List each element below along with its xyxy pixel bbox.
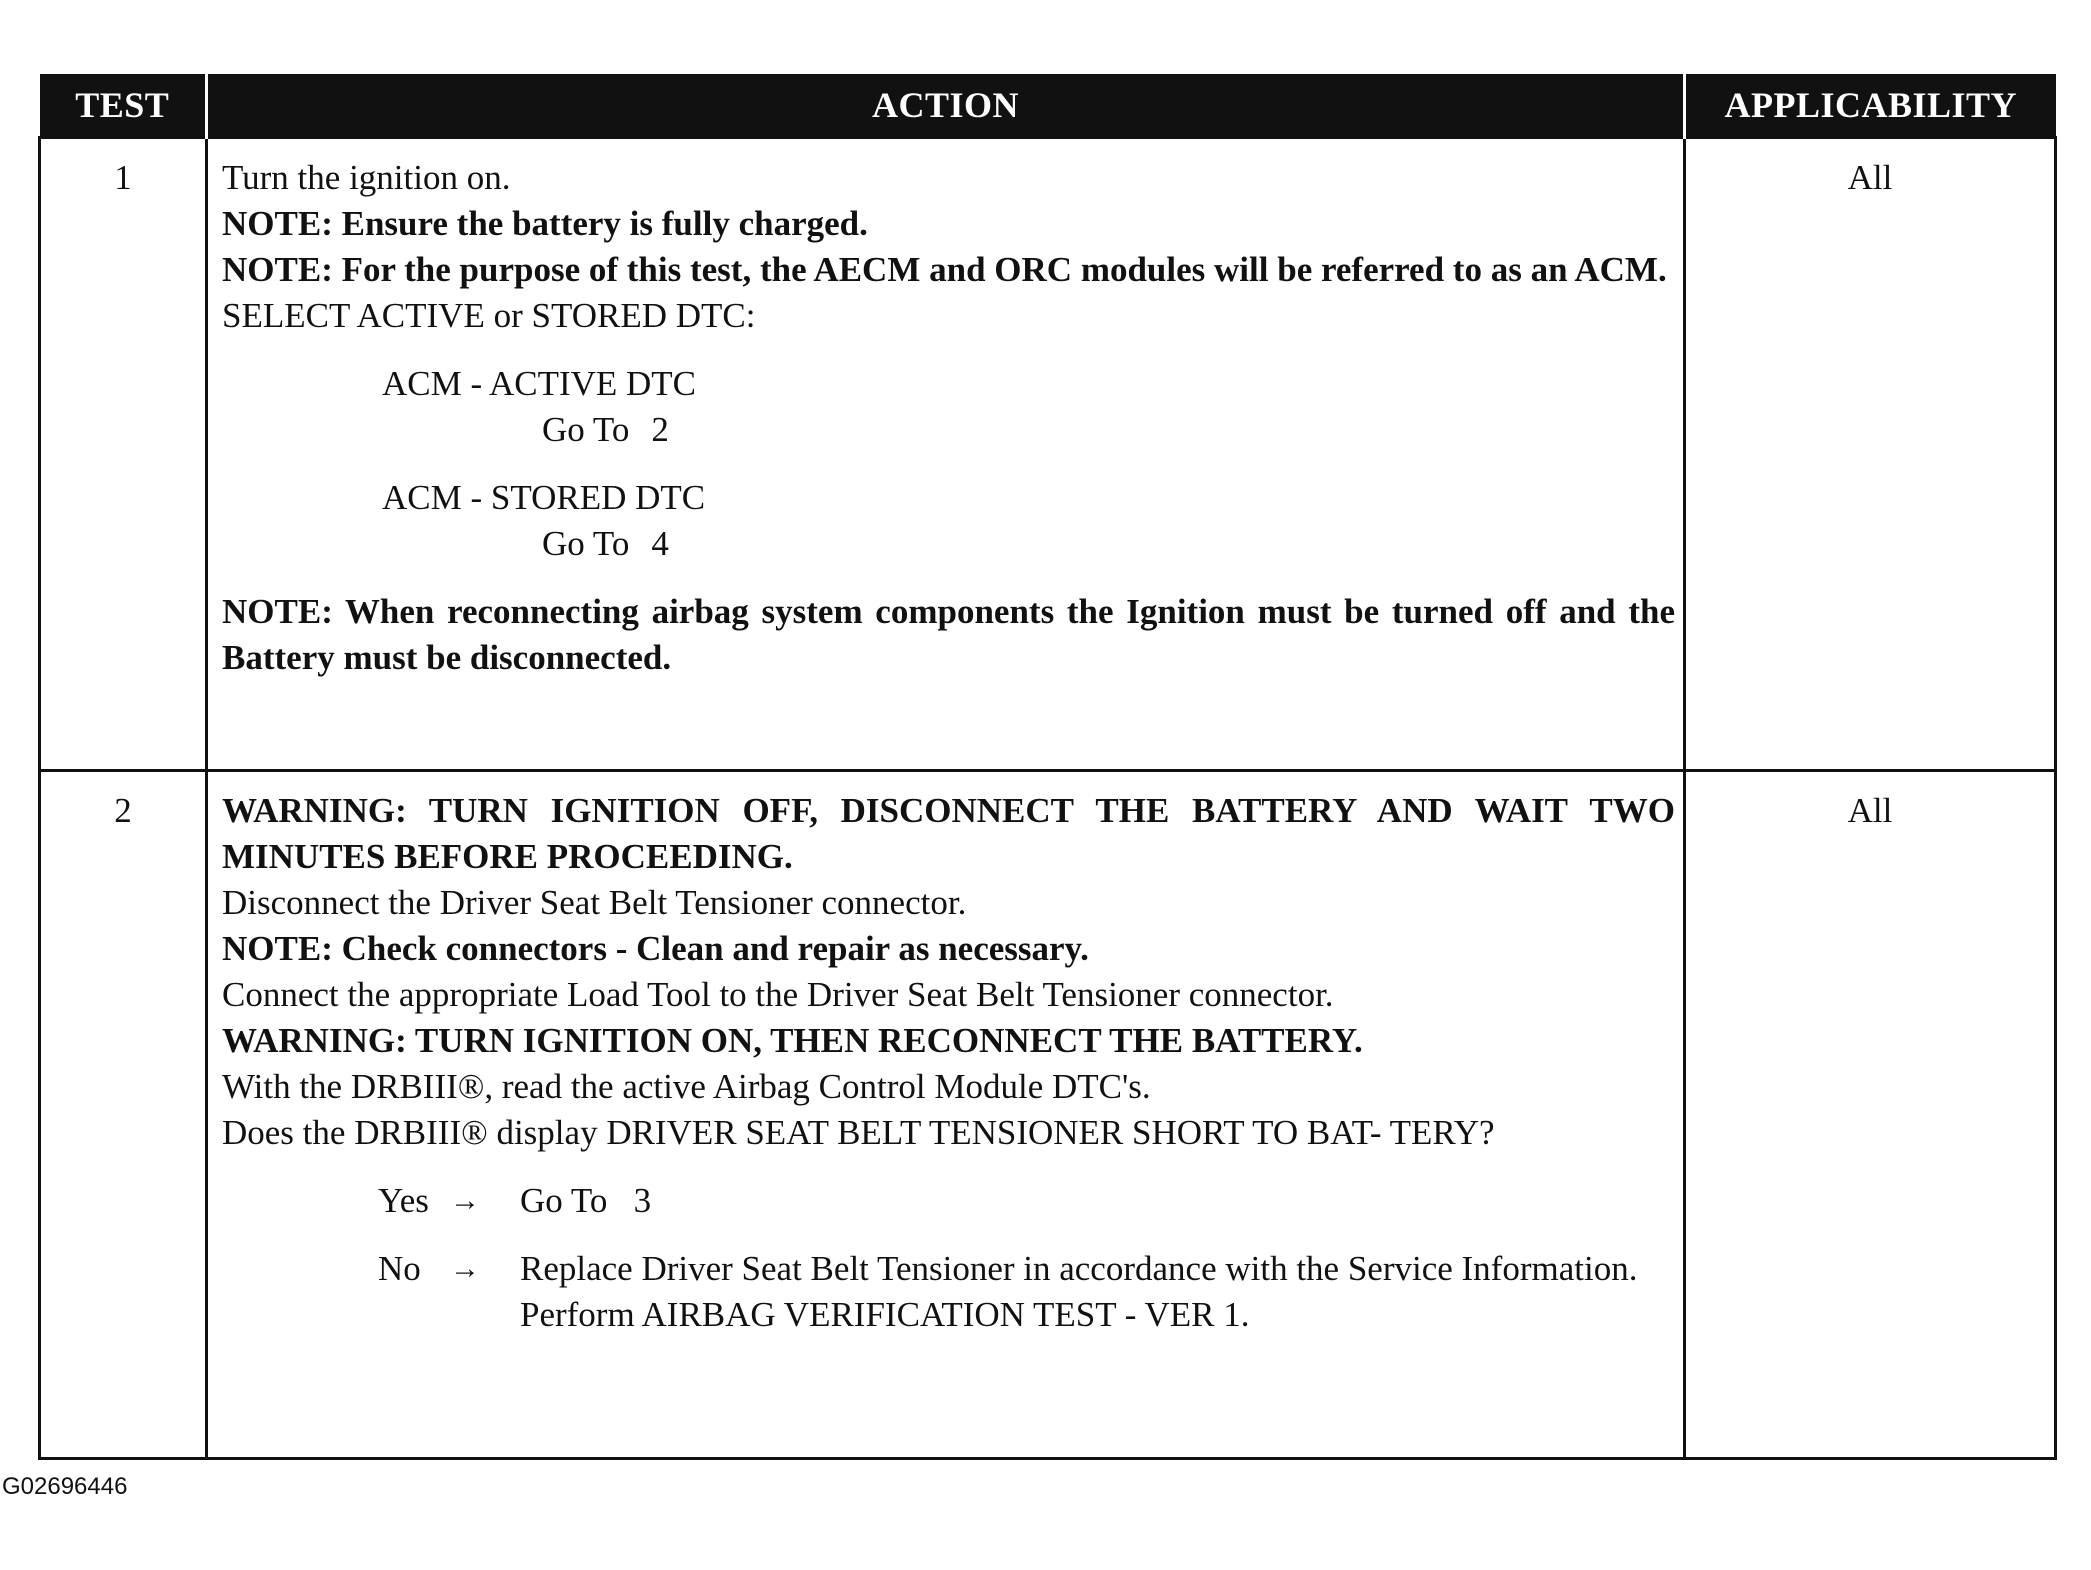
goto-number: 2	[651, 410, 669, 449]
action-question: Does the DRBIII® display DRIVER SEAT BELT TENSIONER SHORT TO BAT- TERY?	[222, 1113, 1495, 1152]
header-test: TEST	[40, 74, 207, 138]
table-row	[40, 138, 2056, 771]
branch-label: No	[378, 1249, 421, 1288]
action-warning: WARNING: TURN IGNITION ON, THEN RECONNECT THE BATTERY.	[222, 1021, 1363, 1060]
figure-id: G02696446	[2, 1473, 128, 1500]
action-note: NOTE: Ensure the battery is fully charged.	[222, 204, 868, 243]
table-header-row	[40, 74, 2056, 138]
right-arrow-icon: →	[450, 1184, 480, 1217]
right-arrow-icon: →	[450, 1252, 480, 1285]
result-line: Go To 3	[520, 1181, 652, 1220]
action-step: Connect the appropriate Load Tool to the Driver Seat Belt Tensioner connector.	[222, 975, 1334, 1014]
test-number: 1	[40, 138, 207, 771]
branch-no	[378, 1246, 1675, 1338]
result-line: Perform AIRBAG VERIFICATION TEST - VER 1.	[520, 1295, 1250, 1334]
dtc-option	[382, 361, 1675, 453]
header-applicability: APPLICABILITY	[1685, 74, 2056, 138]
applicability-cell: All	[1685, 771, 2056, 1459]
action-step: Turn the ignition on.	[222, 158, 511, 197]
action-cell	[207, 138, 1685, 771]
option-goto	[542, 407, 1675, 453]
diagnostic-table-sheet	[38, 74, 2054, 1460]
action-note: NOTE: Check connectors - Clean and repair as necessary.	[222, 929, 1089, 968]
action-warning: WARNING: TURN IGNITION OFF, DISCONNECT THE BATTERY AND WAIT TWO MINUTES BEFORE PROCEEDING.	[222, 791, 1675, 876]
branch-result	[520, 1246, 1675, 1338]
goto-text: Go To	[542, 524, 630, 563]
test-number: 2	[40, 771, 207, 1459]
action-note: NOTE: For the purpose of this test, the AECM and ORC modules will be referred to as an ACM.	[222, 250, 1667, 289]
dtc-option	[382, 475, 1675, 567]
applicability-cell: All	[1685, 138, 2056, 771]
header-action: ACTION	[207, 74, 1685, 138]
option-label: ACM - STORED DTC	[382, 478, 706, 517]
action-step: Disconnect the Driver Seat Belt Tensioner connector.	[222, 883, 967, 922]
action-note: NOTE: When reconnecting airbag system components the Ignition must be turned off and the Battery must be disconnected.	[222, 592, 1675, 677]
branch-yes	[378, 1178, 1675, 1224]
action-step: SELECT ACTIVE or STORED DTC:	[222, 296, 756, 335]
option-goto	[542, 521, 1675, 567]
branch-result	[520, 1178, 1675, 1224]
goto-number: 4	[651, 524, 669, 563]
action-cell	[207, 771, 1685, 1459]
result-line: Replace Driver Seat Belt Tensioner in accordance with the Service Information.	[520, 1249, 1638, 1288]
option-label: ACM - ACTIVE DTC	[382, 364, 697, 403]
action-step: With the DRBIII®, read the active Airbag Control Module DTC's.	[222, 1067, 1151, 1106]
branch-label: Yes	[378, 1181, 429, 1220]
diagnostic-test-table	[38, 74, 2057, 1460]
goto-text: Go To	[542, 410, 630, 449]
table-row	[40, 771, 2056, 1459]
